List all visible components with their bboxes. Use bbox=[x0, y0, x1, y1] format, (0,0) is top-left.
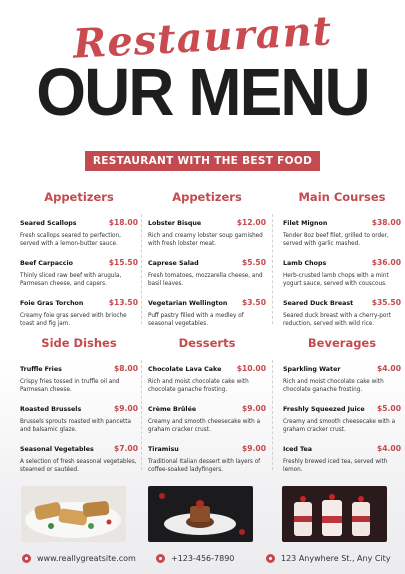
menu-item bbox=[148, 218, 266, 248]
phone-text: +123-456-7890 bbox=[171, 554, 235, 563]
menu-item bbox=[283, 364, 401, 394]
item-price: $10.00 bbox=[236, 364, 266, 373]
item-description: Traditional Italian dessert with layers of coffee-soaked ladyfingers. bbox=[148, 459, 261, 473]
item-price: $5.50 bbox=[241, 258, 266, 267]
item-price: $7.00 bbox=[113, 444, 138, 453]
item-name: Seasonal Vegetables bbox=[20, 446, 94, 453]
item-price: $3.50 bbox=[241, 298, 266, 307]
menu-item bbox=[148, 298, 266, 328]
item-name: Seared Scallops bbox=[20, 220, 77, 227]
section-appetizers-1 bbox=[20, 190, 138, 338]
item-description: Brussels sprouts roasted with pancetta and balsamic glaze. bbox=[20, 419, 131, 433]
menu-item bbox=[148, 404, 266, 434]
item-name: Tiramisu bbox=[148, 446, 179, 453]
section-title: Side Dishes bbox=[41, 336, 117, 350]
item-description: Rich and moist chocolate cake with chocolate ganache frosting. bbox=[148, 379, 249, 393]
item-description: Rich and creamy lobster soup garnished with fresh lobster meat. bbox=[148, 233, 263, 247]
section-title: Desserts bbox=[178, 336, 236, 350]
item-price: $9.00 bbox=[241, 404, 266, 413]
item-description: Fresh scallops seared to perfection, served with a lemon-butter sauce. bbox=[20, 233, 121, 247]
menu-item bbox=[283, 298, 401, 328]
section-desserts bbox=[148, 336, 266, 484]
column-divider bbox=[141, 214, 142, 324]
item-description: Creamy and smooth cheesecake with a graham cracker crust. bbox=[283, 419, 396, 433]
item-price: $38.00 bbox=[371, 218, 401, 227]
section-title: Main Courses bbox=[298, 190, 386, 204]
item-description: Seared duck breast with a cherry-port reduction, served with wild rice. bbox=[283, 313, 391, 327]
item-name: Freshly Squeezed Juice bbox=[283, 406, 365, 413]
menu-item bbox=[283, 218, 401, 248]
section-title: Appetizers bbox=[44, 190, 114, 204]
location-pin-icon bbox=[266, 554, 275, 563]
item-price: $13.50 bbox=[108, 298, 138, 307]
main-title: OUR MENU bbox=[36, 54, 369, 130]
food-photo-pastries bbox=[21, 486, 126, 542]
section-title: Appetizers bbox=[172, 190, 242, 204]
section-main-courses bbox=[283, 190, 401, 338]
globe-icon bbox=[22, 554, 31, 563]
menu-item bbox=[283, 404, 401, 434]
item-price: $4.00 bbox=[376, 444, 401, 453]
item-description: Freshly brewed iced tea, served with lemon. bbox=[283, 459, 388, 473]
item-name: Seared Duck Breast bbox=[283, 300, 354, 307]
section-title: Beverages bbox=[307, 336, 377, 350]
item-description: Rich and moist chocolate cake with chocolate ganache frosting. bbox=[283, 379, 384, 393]
item-price: $15.50 bbox=[108, 258, 138, 267]
footer-address bbox=[266, 554, 391, 563]
phone-icon bbox=[156, 554, 165, 563]
item-name: Roasted Brussels bbox=[20, 406, 82, 413]
menu-item bbox=[20, 404, 138, 434]
section-beverages bbox=[283, 336, 401, 484]
section-appetizers-2 bbox=[148, 190, 266, 338]
script-title: Restaurant bbox=[71, 7, 334, 68]
item-price: $36.00 bbox=[371, 258, 401, 267]
menu-item bbox=[148, 364, 266, 394]
food-photo-parfaits bbox=[282, 486, 387, 542]
column-divider bbox=[272, 360, 273, 470]
item-description: Crispy fries tossed in truffle oil and Parmesan cheese. bbox=[20, 379, 120, 393]
menu-item bbox=[20, 444, 138, 474]
item-name: Lobster Bisque bbox=[148, 220, 202, 227]
menu-item bbox=[20, 364, 138, 394]
item-description: A selection of fresh seasonal vegetables, steamed or sautéed. bbox=[20, 459, 137, 473]
item-description: Fresh tomatoes, mozzarella cheese, and basil leaves. bbox=[148, 273, 263, 287]
item-name: Vegetarian Wellington bbox=[148, 300, 228, 307]
menu-item bbox=[20, 258, 138, 288]
item-name: Lamb Chops bbox=[283, 260, 327, 267]
item-description: Creamy foie gras served with brioche toast and fig jam. bbox=[20, 313, 127, 327]
item-price: $35.50 bbox=[371, 298, 401, 307]
item-price: $8.00 bbox=[113, 364, 138, 373]
section-side-dishes bbox=[20, 336, 138, 484]
item-description: Herb-crusted lamb chops with a mint yogurt sauce, served with couscous. bbox=[283, 273, 389, 287]
column-divider bbox=[272, 214, 273, 324]
food-photo-dessert bbox=[148, 486, 253, 542]
menu-item bbox=[148, 444, 266, 474]
item-price: $9.00 bbox=[241, 444, 266, 453]
menu-item bbox=[20, 298, 138, 328]
item-description: Puff pastry filled with a medley of seasonal vegetables. bbox=[148, 313, 244, 327]
menu-item bbox=[148, 258, 266, 288]
item-name: Beef Carpaccio bbox=[20, 260, 73, 267]
item-price: $12.00 bbox=[236, 218, 266, 227]
item-name: Iced Tea bbox=[283, 446, 313, 453]
item-name: Crème Brûlée bbox=[148, 406, 197, 413]
item-name: Filet Mignon bbox=[283, 220, 328, 227]
menu-item bbox=[283, 258, 401, 288]
tagline-banner: RESTAURANT WITH THE BEST FOOD bbox=[85, 151, 320, 171]
item-price: $9.00 bbox=[113, 404, 138, 413]
item-name: Foie Gras Torchon bbox=[20, 300, 84, 307]
menu-item bbox=[283, 444, 401, 474]
column-divider bbox=[141, 360, 142, 470]
footer-phone bbox=[156, 554, 234, 563]
footer-website bbox=[22, 554, 136, 563]
item-description: Thinly sliced raw beef with arugula, Parmesan cheese, and capers. bbox=[20, 273, 122, 287]
item-name: Caprese Salad bbox=[148, 260, 199, 267]
item-name: Chocolate Lava Cake bbox=[148, 366, 222, 373]
address-text: 123 Anywhere St., Any City bbox=[281, 554, 391, 563]
item-name: Sparkling Water bbox=[283, 366, 341, 373]
item-name: Truffle Fries bbox=[20, 366, 62, 373]
item-price: $18.00 bbox=[108, 218, 138, 227]
menu-item bbox=[20, 218, 138, 248]
item-description: Creamy and smooth cheesecake with a graham cracker crust. bbox=[148, 419, 261, 433]
item-description: Tender 8oz beef filet, grilled to order, served with garlic mashed. bbox=[283, 233, 389, 247]
website-text: www.reallygreatsite.com bbox=[37, 554, 136, 563]
item-price: $4.00 bbox=[376, 364, 401, 373]
item-price: $5.00 bbox=[376, 404, 401, 413]
